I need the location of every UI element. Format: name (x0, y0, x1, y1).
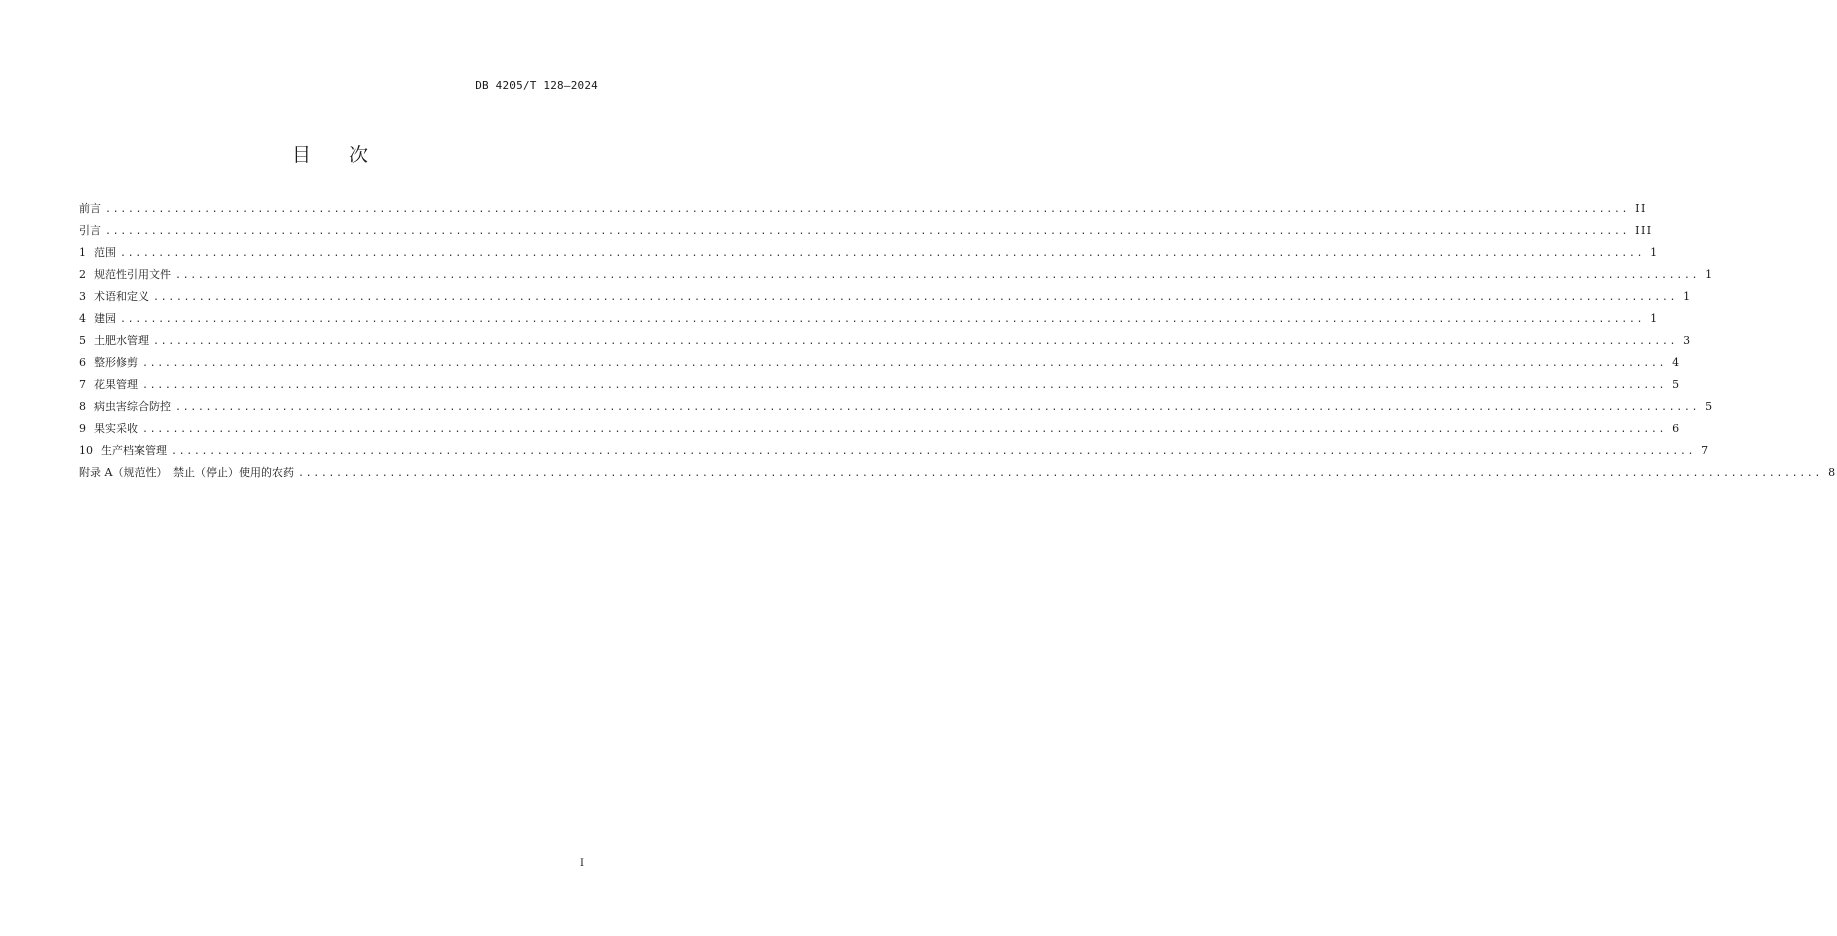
toc-leader-dots: ........................................................................................................................................................................................................ (142, 380, 1667, 391)
toc-entry-title: 术语和定义 (94, 290, 149, 303)
toc-leader-dots: ........................................................................................................................................................................................................ (171, 446, 1696, 457)
toc-entry-page: 1 (1650, 312, 1659, 325)
toc-entry-page: III (1635, 224, 1653, 237)
toc-entry-label (79, 198, 103, 220)
toc-entry-pest-control[interactable] (79, 396, 1714, 418)
toc-entry-title: 建园 (94, 312, 116, 325)
toc-entry-title: 范围 (94, 246, 116, 259)
toc-leader-dots: ........................................................................................................................................................................................................ (153, 292, 1678, 303)
toc-entry-title: 果实采收 (94, 422, 138, 435)
toc-entry-title: 生产档案管理 (101, 444, 167, 457)
toc-leader-dots: ........................................................................................................................................................................................................ (175, 402, 1700, 413)
toc-entry-label (79, 396, 173, 418)
toc-entry-production-records[interactable] (79, 440, 1710, 462)
toc-entry-harvest[interactable] (79, 418, 1681, 440)
toc-entry-label (79, 440, 169, 462)
toc-list (79, 198, 1837, 484)
toc-title (0, 140, 662, 167)
toc-entry-flower-fruit[interactable] (79, 374, 1681, 396)
toc-entry-title: 前言 (79, 202, 101, 215)
toc-entry-orchard-establishment[interactable] (79, 308, 1659, 330)
toc-entry-terms-definitions[interactable] (79, 286, 1692, 308)
toc-entry-number: 2 (79, 268, 86, 281)
toc-entry-title: 土肥水管理 (94, 334, 149, 347)
toc-entry-page: 1 (1650, 246, 1659, 259)
toc-entry-label (79, 242, 118, 264)
toc-entry-number: 8 (79, 400, 86, 413)
toc-entry-title: 花果管理 (94, 378, 138, 391)
toc-entry-page: 7 (1701, 444, 1710, 457)
toc-entry-title: 整形修剪 (94, 356, 138, 369)
toc-entry-introduction[interactable] (79, 220, 1653, 242)
toc-entry-page: 5 (1705, 400, 1714, 413)
toc-leader-dots: ........................................................................................................................................................................................................ (142, 358, 1667, 369)
toc-entry-label (79, 330, 151, 352)
toc-entry-label (79, 462, 296, 484)
toc-leader-dots: ........................................................................................................................................................................................................ (105, 204, 1630, 215)
toc-entry-title: 引言 (79, 224, 101, 237)
toc-entry-number: 7 (79, 378, 86, 391)
toc-entry-pruning[interactable] (79, 352, 1681, 374)
toc-entry-page: II (1635, 202, 1647, 215)
toc-entry-scope[interactable] (79, 242, 1659, 264)
toc-leader-dots: ........................................................................................................................................................................................................ (120, 314, 1645, 325)
toc-leader-dots: ........................................................................................................................................................................................................ (105, 226, 1630, 237)
toc-entry-number: 4 (79, 312, 86, 325)
toc-entry-page: 5 (1672, 378, 1681, 391)
toc-entry-page: 4 (1672, 356, 1681, 369)
toc-entry-title: 附录 A（规范性） 禁止（停止）使用的农药 (79, 466, 294, 479)
toc-entry-label (79, 352, 140, 374)
toc-entry-label (79, 374, 140, 396)
toc-leader-dots: ........................................................................................................................................................................................................ (175, 270, 1700, 281)
toc-entry-number: 6 (79, 356, 86, 369)
toc-entry-number: 1 (79, 246, 86, 259)
toc-entry-page: 1 (1705, 268, 1714, 281)
toc-entry-label (79, 308, 118, 330)
toc-entry-page: 8 (1828, 466, 1837, 479)
toc-entry-title: 规范性引用文件 (94, 268, 171, 281)
toc-leader-dots: ........................................................................................................................................................................................................ (120, 248, 1645, 259)
toc-leader-dots: ........................................................................................................................................................................................................ (153, 336, 1678, 347)
toc-entry-appendix-a[interactable] (79, 462, 1837, 484)
toc-entry-label (79, 286, 151, 308)
standard-code: DB 4205/T 128—2024 (475, 79, 598, 92)
toc-entry-label (79, 220, 103, 242)
toc-entry-foreword[interactable] (79, 198, 1647, 220)
toc-title-part2: 次 (349, 144, 371, 166)
toc-entry-normative-references[interactable] (79, 264, 1714, 286)
toc-title-part1: 目 (291, 144, 313, 166)
toc-entry-page: 3 (1683, 334, 1692, 347)
toc-entry-label (79, 418, 140, 440)
toc-entry-title: 病虫害综合防控 (94, 400, 171, 413)
toc-entry-number: 5 (79, 334, 86, 347)
toc-entry-number: 9 (79, 422, 86, 435)
toc-leader-dots: ........................................................................................................................................................................................................ (297, 468, 1823, 479)
toc-entry-number: 10 (79, 444, 93, 457)
toc-entry-page: 1 (1683, 290, 1692, 303)
toc-entry-soil-fertilizer-water[interactable] (79, 330, 1692, 352)
toc-leader-dots: ........................................................................................................................................................................................................ (142, 424, 1667, 435)
page-number: I (580, 858, 584, 869)
toc-entry-page: 6 (1672, 422, 1681, 435)
toc-entry-label (79, 264, 173, 286)
toc-entry-number: 3 (79, 290, 86, 303)
